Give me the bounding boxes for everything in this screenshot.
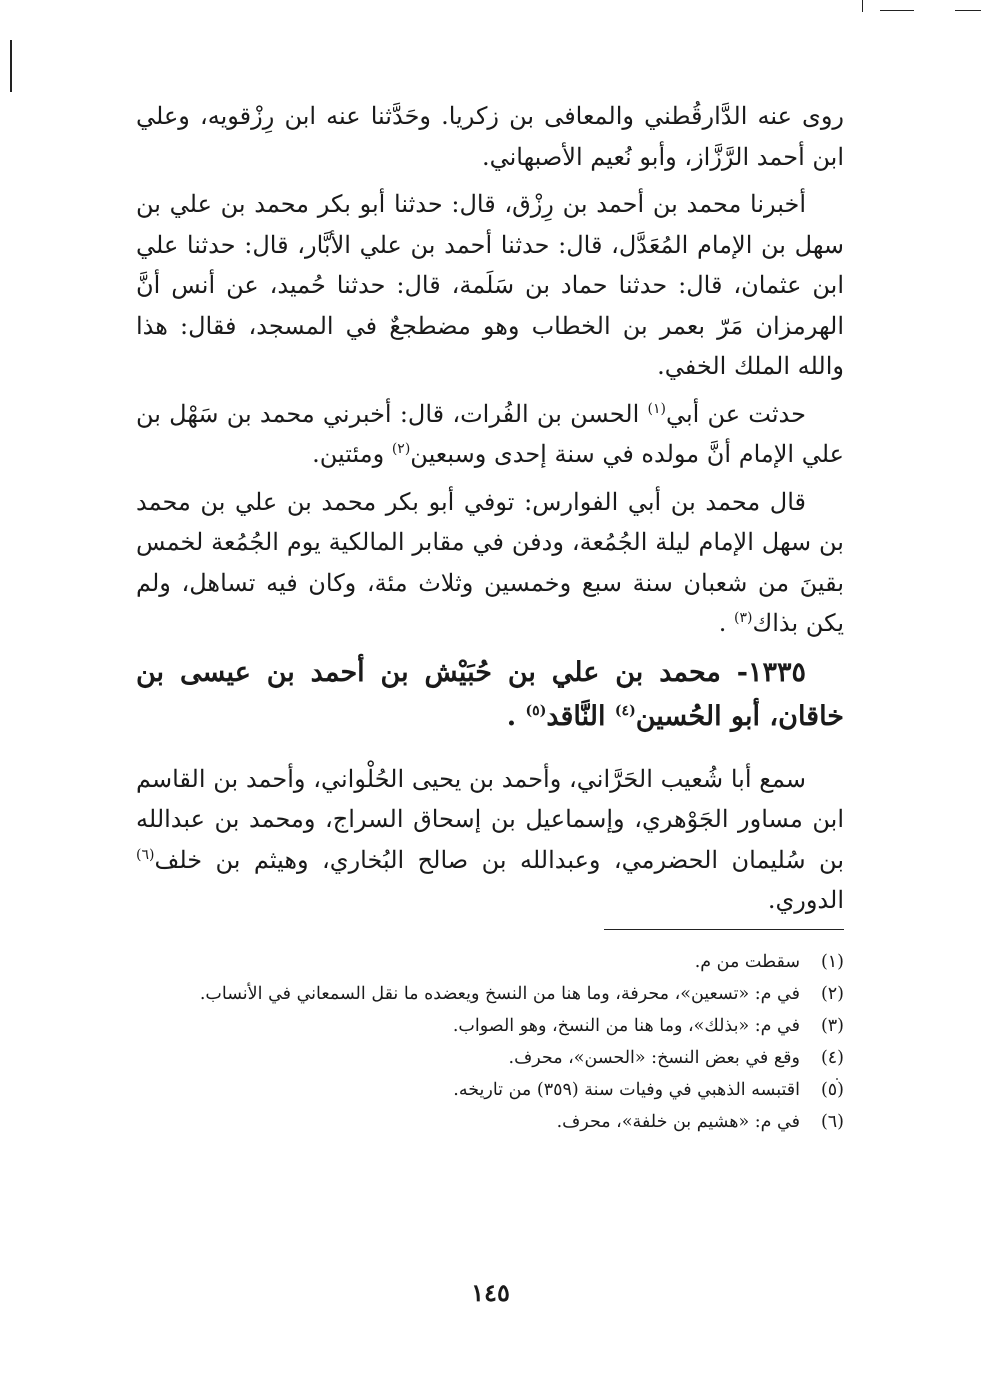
footnotes	[136, 946, 844, 1138]
footnote-item	[136, 1106, 844, 1138]
footnote-number: (١)	[820, 951, 844, 972]
footnote-ref[interactable]: (٣)	[733, 610, 753, 626]
footnote-item	[136, 1010, 844, 1042]
scan-top-line	[880, 10, 914, 11]
footnote-number: (٤)	[820, 1047, 844, 1068]
entry-title: .	[506, 700, 526, 732]
footnote-text: في م: «هشيم بن خلفة»، محرف.	[556, 1111, 800, 1132]
footnote-number: (٦)	[820, 1111, 844, 1132]
page-number: ١٤٥	[471, 1278, 510, 1307]
entry-title: ١٣٣٥- محمد بن علي بن حُبَيْش بن أحمد بن عيسى بن خاقان، أبو الحُسين	[136, 656, 844, 732]
footnote-text: وقع في بعض النسخ: «الحسن»، محرف.	[508, 1047, 800, 1068]
paragraph-text: أخبرنا محمد بن أحمد بن رِزْق، قال: حدثنا أبو بكر محمد بن علي بن سهل بن الإمام المُعَدَّل، قال: حدثنا أحمد بن علي الأبَّار، قال: حدثنا علي ابن عثمان، قال: حدثنا حماد بن سَلَمة، قال: حدثنا حُميد، عن أنس أنَّ الهرمزان مَرّ بعمر بن الخطاب وهو مضطجعٌ في المسجد، فقال: هذا والله الملك الخفي.	[136, 190, 844, 380]
paragraph-text: الدوري.	[767, 886, 844, 914]
scan-top-line	[955, 10, 981, 11]
footnote-ref[interactable]: (٢)	[391, 441, 411, 457]
footnote-ref[interactable]: (١)	[647, 400, 666, 417]
paragraph-text: قال محمد بن أبي الفوارس: توفي أبو بكر محمد بن علي بن محمد بن سهل الإمام ليلة الجُمُعة، ودفن في مقابر المالكية يوم الجُمُعة لخمس بقينَ من شعبان سنة سبع وخمسين وثلاث مئة، وكان فيه تساهل، ولم يكن بذاك	[136, 487, 844, 637]
footnote-number: (٢)	[820, 983, 844, 1004]
book-page	[136, 96, 844, 1138]
footnote-number: (٥)	[820, 1079, 844, 1100]
paragraph-text: سمع أبا شُعيب الحَرَّاني، وأحمد بن يحيى الحُلْواني، وأحمد بن القاسم ابن مساور الجَوْهري، وإسماعيل بن إسحاق السراج، ومحمد بن عبدالله بن سُليمان الحضرمي، وعبدالله بن صالح البُخاري، وهيثم بن خلف	[136, 764, 844, 874]
paragraph-text: .	[718, 609, 734, 637]
footnote-ref[interactable]: (٥)	[525, 702, 547, 719]
paragraph-narrators	[136, 96, 844, 177]
paragraph-death	[136, 482, 844, 644]
footnote-item	[136, 1074, 844, 1106]
footnote-item	[136, 946, 844, 978]
footnote-text: في م: «تسعين»، محرفة، وما هنا من النسخ ويعضده ما نقل السمعاني في الأنساب.	[199, 983, 800, 1004]
paragraph-text: روى عنه الدَّارقُطني والمعافى بن زكريا. وحَدَّثنا عنه ابن رِزْقويه، وعلي ابن أحمد الرَّزَّاز، وأبو نُعيم الأصبهاني.	[136, 102, 844, 171]
footnote-divider	[604, 929, 844, 930]
paragraph-hadith	[136, 184, 844, 387]
footnote-ref[interactable]: (٤)	[614, 702, 636, 719]
footnote-item	[136, 978, 844, 1010]
entry-title: النَّاقد	[546, 700, 615, 732]
paragraph-entry-teachers	[136, 759, 844, 921]
scan-margin-bar	[10, 40, 12, 92]
footnote-number: (٣)	[820, 1015, 844, 1036]
footnote-item	[136, 1042, 844, 1074]
paragraph-text: ومئتين.	[312, 440, 392, 468]
paragraph-birth	[136, 394, 844, 475]
footnote-text: سقطت من م.	[694, 951, 800, 972]
scan-top-tick	[862, 0, 863, 12]
footnote-text: في م: «بذلك»، وما هنا من النسخ، وهو الصواب.	[452, 1015, 800, 1036]
entry-heading	[136, 651, 844, 739]
footnote-ref[interactable]: (٦)	[136, 846, 155, 863]
paragraph-text: حدثت عن أبي	[665, 399, 806, 428]
paragraph-text: الحسن بن الفُرات، قال: أخبرني محمد بن سَهْل بن علي الإمام أنَّ مولده في سنة إحدى وسبعين	[136, 399, 844, 468]
footnote-text: اقتبسه الذهبي في وفيات سنة (٣٥٩) من تاريخه.	[453, 1079, 800, 1100]
